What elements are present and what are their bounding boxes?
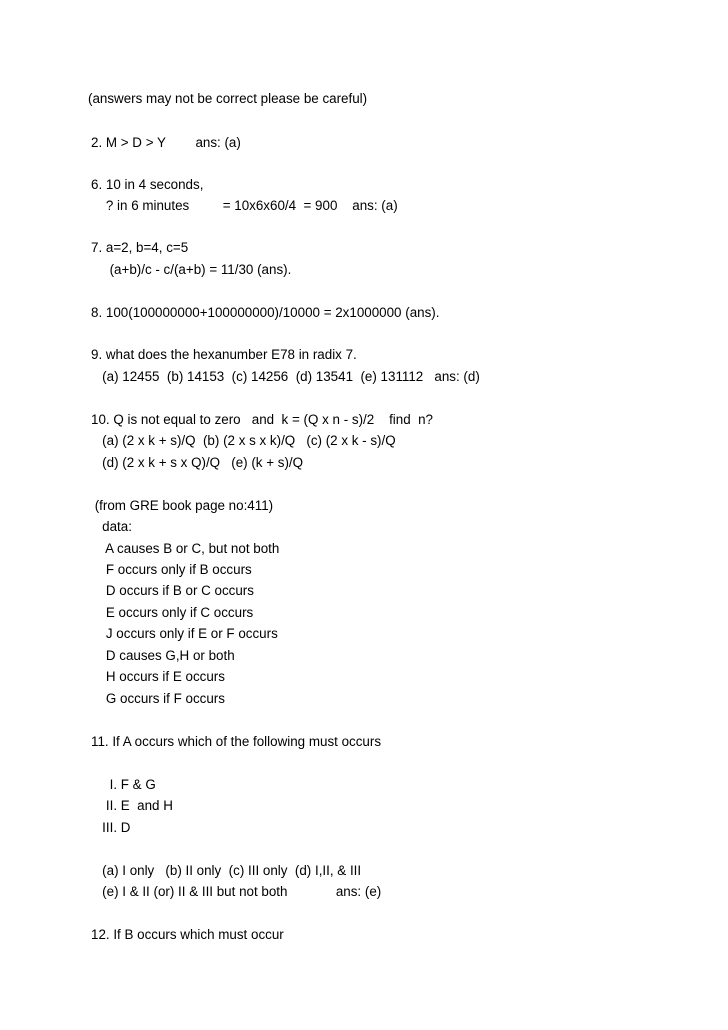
text-line: 7. a=2, b=4, c=5 [91, 240, 189, 255]
text-line: (a) I only (b) II only (c) III only (d) I,II, & III [91, 863, 362, 878]
text-line: (d) (2 x k + s x Q)/Q (e) (k + s)/Q [91, 455, 304, 470]
text-line: 11. If A occurs which of the following must occurs [91, 734, 382, 749]
text-line: (a+b)/c - c/(a+b) = 11/30 (ans). [91, 262, 292, 277]
text-line: 8. 100(100000000+100000000)/10000 = 2x1000000 (ans). [91, 305, 440, 320]
text-line: I. F & G [91, 777, 156, 792]
text-line: II. E and H [91, 798, 173, 813]
text-line: E occurs only if C occurs [91, 605, 254, 620]
text-line: A causes B or C, but not both [91, 541, 280, 556]
text-line: D causes G,H or both [91, 648, 235, 663]
text-line: G occurs if F occurs [91, 691, 225, 706]
text-line: ? in 6 minutes = 10x6x60/4 = 900 ans: (a) [91, 198, 398, 213]
text-line: (answers may not be correct please be careful) [88, 91, 368, 106]
text-line: 9. what does the hexanumber E78 in radix 7. [91, 347, 357, 362]
text-line: 6. 10 in 4 seconds, [91, 177, 204, 192]
text-line: 10. Q is not equal to zero and k = (Q x n - s)/2 find n? [91, 412, 434, 427]
text-line: J occurs only if E or F occurs [91, 626, 278, 641]
text-line: 2. M > D > Y ans: (a) [91, 135, 241, 150]
text-line: (a) 12455 (b) 14153 (c) 14256 (d) 13541 (e) 131112 ans: (d) [91, 369, 480, 384]
text-line: 12. If B occurs which must occur [91, 927, 284, 942]
text-line: (a) (2 x k + s)/Q (b) (2 x s x k)/Q (c) (2 x k - s)/Q [91, 433, 396, 448]
text-line: D occurs if B or C occurs [91, 583, 254, 598]
text-line: III. D [91, 820, 131, 835]
text-line: (e) I & II (or) II & III but not both ans: (e) [91, 884, 382, 899]
text-line: data: [91, 519, 132, 534]
text-line: (from GRE book page no:411) [91, 498, 274, 513]
text-line: F occurs only if B occurs [91, 562, 252, 577]
text-line: H occurs if E occurs [91, 669, 225, 684]
